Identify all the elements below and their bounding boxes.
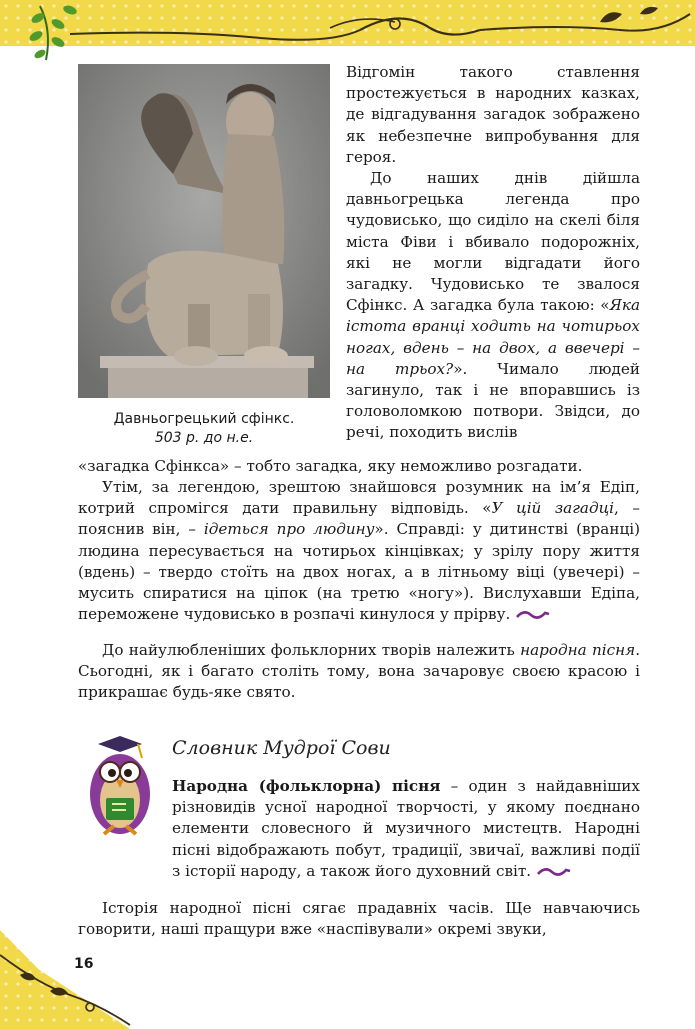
paragraph-4 <box>78 640 640 704</box>
page-number: 16 <box>74 956 94 972</box>
paragraph-3-text-c: ». Справді: у дитинстві (вранці) людина пересувається на чотирьох кінцівках; у зрілу пору життя (вдень) – твердо стоїть на двох ногах, а в літньому віці (увечері) – мусить спиратися на ціпок (на третю «ногу»). Вислухавши Едіпа, переможене чудовисько в розпачі кинулося у прірву. <box>78 520 640 624</box>
paragraph-2 <box>346 168 640 444</box>
wise-owl-icon <box>80 736 160 840</box>
wave-divider-icon <box>515 609 551 621</box>
oedipus-quote-1: У цій загадці <box>491 499 615 518</box>
closing-paragraph: Історія народної пісні сягає прадавніх часів. Ще навчаючись говорити, наші пращури вже «наспівували» окремі звуки, <box>78 899 640 939</box>
paragraph-3 <box>78 477 640 625</box>
paragraph-2-text-a: До наших днів дійшла давньогрецька легенда про чудовисько, що сиділо на скелі біля міста Фіви і вбивало подорожніх, які не могли відгадати його загадку. Чудовисько те звалося Сфінкс. А загадка була такою: « <box>346 169 640 315</box>
sphinx-riddle: Яка істота вранці ходить на чотирьох ногах, вдень – на двох, а ввечері – на трьох? <box>346 296 640 378</box>
oedipus-quote-2: ідеться про людину <box>203 520 375 539</box>
figure-caption <box>78 410 330 448</box>
top-ornament-icon <box>0 0 695 70</box>
paragraph-1: Відгомін такого ставлення простежується в народних казках, де відгадування загадок зображено як небезпечне випробування для героя. <box>346 63 640 166</box>
dictionary-definition <box>172 776 640 882</box>
paragraph-4-text-a: До найулюбленіших фольклорних творів належить <box>102 641 521 659</box>
caption-date: 503 р. до н.е. <box>154 430 254 446</box>
caption-title: Давньогрецький сфінкс. <box>113 411 295 427</box>
paragraph-2-text-b: ». Чимало людей загинуло, так і не впоравшись із головоломкою потвори. Звідси, до речі, походить вислів <box>346 359 640 442</box>
paragraph-3-text-b: , – пояснив він, – <box>78 499 640 539</box>
sphinx-statue-image <box>78 64 330 398</box>
paragraph-4-text-b: . Сьогодні, як і багато століть тому, вона зачаровує своєю красою і прикрашає будь-яке свято. <box>78 641 641 702</box>
wave-divider-icon <box>536 866 572 878</box>
dictionary-term: Народна (фольклорна) пісня <box>172 777 441 795</box>
paragraph-3-text-a: Утім, за легендою, зрештою знайшовся розумник на ім’я Едіп, котрий спромігся дати правильну відповідь. « <box>78 478 640 518</box>
dictionary-definition-text: – один з найдавніших різновидів усної народної творчості, у якому поєднано елементи словесного й музичного мистецтв. Народні пісні відображають побут, традиції, звичаї, важливі події з історії народу, а також його духовний світ. <box>172 777 640 880</box>
dictionary-title: Словник Мудрої Сови <box>172 737 391 759</box>
paragraph-2-continued: «загадка Сфінкса» – тобто загадка, яку неможливо розгадати. <box>78 457 583 475</box>
folk-song-term: народна пісня <box>520 641 636 659</box>
bottom-ornament-icon <box>0 925 140 1029</box>
